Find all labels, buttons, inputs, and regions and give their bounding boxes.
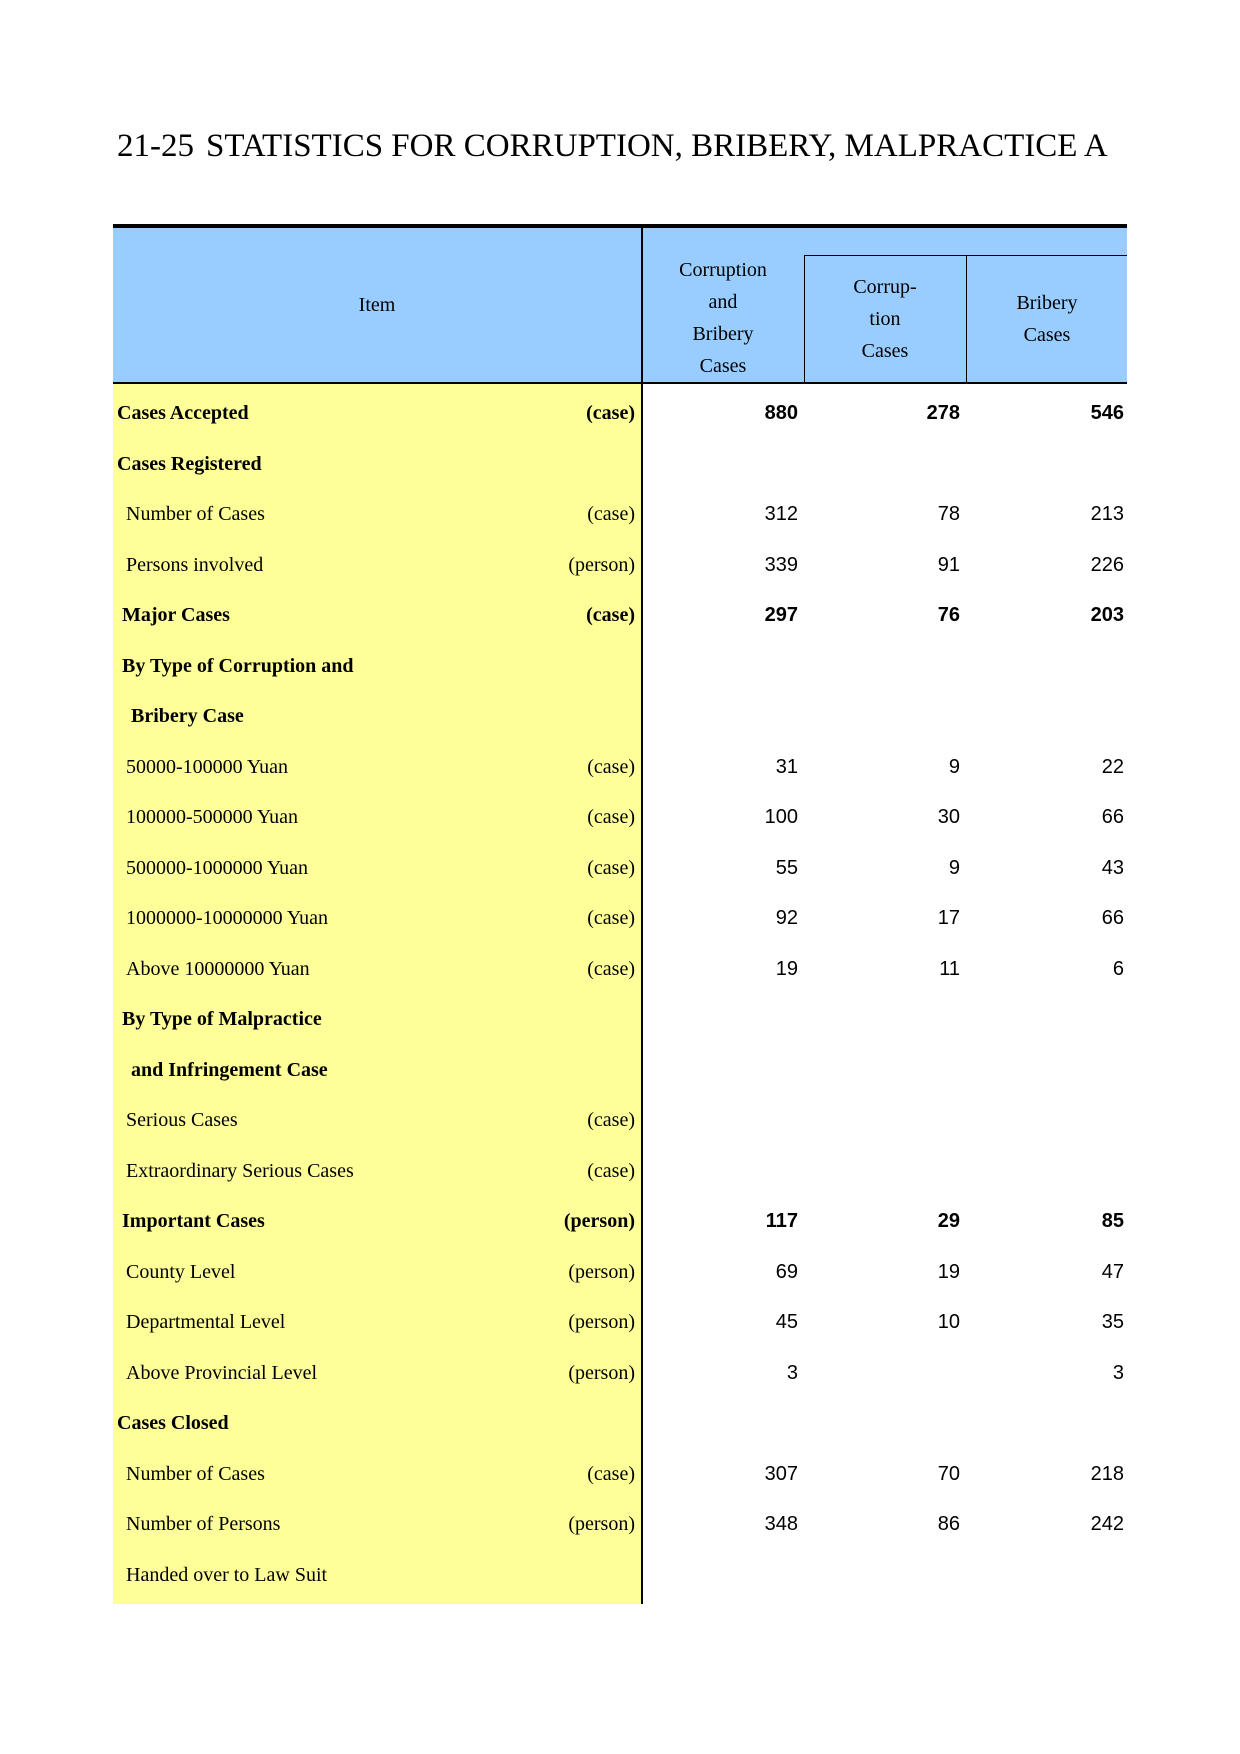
corruption-and-bribery-value: [643, 1146, 798, 1197]
table-row: [113, 1398, 1127, 1449]
bribery-value: [967, 439, 1124, 490]
corruption-value: [805, 1045, 960, 1096]
header-corruption-cases: [805, 258, 965, 380]
corruption-value: 9: [948, 856, 960, 879]
row-label: Important Cases: [122, 1210, 265, 1232]
bribery-value: 6: [1112, 957, 1124, 980]
corruption-and-bribery-value: [643, 1045, 798, 1096]
bribery-value: 242: [1090, 1513, 1124, 1535]
bribery-value: [967, 1550, 1124, 1601]
corruption-and-bribery-value: [643, 439, 798, 490]
row-label: Cases Closed: [117, 1412, 229, 1434]
row-label: Persons involved: [126, 553, 264, 576]
table-row: [113, 1247, 1127, 1298]
row-label: Number of Cases: [126, 1462, 265, 1485]
row-label: Major Cases: [122, 604, 230, 626]
header-col2-line: tion: [869, 308, 901, 330]
corruption-and-bribery-value: 297: [764, 604, 798, 626]
table-row: [113, 893, 1127, 944]
row-unit: (person): [568, 553, 635, 576]
row-label: County Level: [126, 1260, 236, 1283]
row-unit: (case): [586, 402, 635, 424]
corruption-and-bribery-value: 339: [764, 553, 798, 576]
bribery-value: 66: [1101, 907, 1124, 929]
corruption-and-bribery-value: 45: [775, 1311, 798, 1333]
header-divider: [804, 255, 805, 382]
table-row: [113, 994, 1127, 1045]
bribery-value: 22: [1101, 755, 1124, 778]
table-row: [113, 944, 1127, 995]
bribery-value: [967, 691, 1124, 742]
bribery-value: [967, 641, 1124, 692]
header-col3-line: Cases: [1023, 324, 1071, 346]
corruption-value: 76: [937, 604, 960, 626]
bribery-value: 3: [1112, 1361, 1124, 1384]
corruption-and-bribery-value: 3: [786, 1361, 798, 1384]
corruption-value: 9: [948, 755, 960, 778]
row-label: 50000-100000 Yuan: [126, 755, 289, 778]
row-label: Number of Cases: [126, 503, 265, 525]
row-unit: (person): [568, 1260, 635, 1283]
row-label: Cases Accepted: [117, 402, 249, 424]
corruption-value: 19: [937, 1260, 960, 1283]
row-unit: (case): [587, 1109, 635, 1131]
header-col3-line: Bribery: [1016, 292, 1078, 314]
bribery-value: [967, 1398, 1124, 1449]
bribery-value: 218: [1090, 1462, 1124, 1485]
corruption-and-bribery-value: [643, 691, 798, 742]
header-item: [113, 228, 641, 382]
row-unit: (case): [586, 604, 635, 626]
corruption-value: 10: [937, 1311, 960, 1333]
table-row: [113, 388, 1127, 439]
corruption-value: [805, 691, 960, 742]
corruption-value: [805, 1550, 960, 1601]
corruption-and-bribery-value: [643, 1550, 798, 1601]
row-unit: (person): [568, 1361, 635, 1384]
bribery-value: [967, 1146, 1124, 1197]
corruption-and-bribery-value: [643, 641, 798, 692]
table-row: [113, 1045, 1127, 1096]
row-unit: (person): [563, 1210, 635, 1232]
corruption-value: 78: [937, 503, 960, 525]
table-title-text: STATISTICS FOR CORRUPTION, BRIBERY, MALPRACTICE A: [206, 128, 1108, 164]
row-label: 1000000-10000000 Yuan: [126, 907, 329, 929]
corruption-and-bribery-value: [643, 1398, 798, 1449]
table-row: [113, 1297, 1127, 1348]
corruption-value: 17: [937, 907, 960, 929]
bribery-value: 226: [1090, 553, 1124, 576]
corruption-and-bribery-value: 55: [775, 856, 798, 879]
header-col1-line: Corruption: [679, 259, 767, 281]
corruption-and-bribery-value: 69: [775, 1260, 798, 1283]
row-label: Departmental Level: [126, 1311, 286, 1333]
row-unit: (person): [568, 1311, 635, 1333]
corruption-value: 91: [937, 553, 960, 576]
row-label: By Type of Corruption and: [122, 654, 354, 677]
row-label: Serious Cases: [126, 1109, 238, 1131]
header-col2-line: Corrup-: [853, 276, 917, 298]
row-label: Cases Registered: [117, 452, 262, 475]
table-row: [113, 1196, 1127, 1247]
table-row: [113, 1095, 1127, 1146]
row-unit: (case): [587, 856, 635, 879]
page-title: [117, 128, 1127, 165]
bribery-value: 35: [1101, 1311, 1124, 1333]
bribery-value: 66: [1101, 806, 1124, 828]
corruption-and-bribery-value: 312: [764, 503, 798, 525]
row-unit: (case): [587, 806, 635, 828]
table-row: [113, 1449, 1127, 1500]
row-label: Handed over to Law Suit: [126, 1563, 328, 1586]
corruption-value: [805, 1095, 960, 1146]
table-body: [113, 388, 1127, 1600]
corruption-value: 30: [937, 806, 960, 828]
row-label: Bribery Case: [131, 705, 244, 727]
corruption-and-bribery-value: 880: [764, 402, 798, 424]
header-col1-line: and: [708, 291, 738, 313]
bribery-value: 546: [1090, 402, 1124, 424]
corruption-and-bribery-value: 307: [764, 1462, 798, 1485]
corruption-value: [805, 1398, 960, 1449]
row-label: 500000-1000000 Yuan: [126, 856, 309, 879]
row-unit: (person): [568, 1513, 635, 1535]
row-unit: (case): [587, 1462, 635, 1485]
corruption-and-bribery-value: 117: [765, 1210, 798, 1232]
table-row: [113, 489, 1127, 540]
row-unit: (case): [587, 755, 635, 778]
bribery-value: [967, 1045, 1124, 1096]
row-label: Extraordinary Serious Cases: [126, 1159, 354, 1182]
table-row: [113, 792, 1127, 843]
corruption-and-bribery-value: 100: [764, 806, 798, 828]
header-col2-line: Cases: [861, 340, 909, 362]
header-corruption-and-bribery-cases: [643, 254, 803, 382]
bribery-value: 203: [1090, 604, 1124, 626]
header-bribery-cases: [967, 258, 1127, 380]
row-label: By Type of Malpractice: [122, 1008, 322, 1030]
corruption-value: [805, 641, 960, 692]
row-unit: (case): [587, 957, 635, 980]
table-row: [113, 540, 1127, 591]
table-number: 21-25: [117, 128, 194, 164]
corruption-and-bribery-value: 19: [775, 957, 798, 980]
bribery-value: [967, 1095, 1124, 1146]
bribery-value: [967, 994, 1124, 1045]
corruption-value: [805, 439, 960, 490]
corruption-value: [805, 1348, 960, 1399]
table-row: [113, 590, 1127, 641]
bribery-value: 85: [1101, 1210, 1124, 1232]
bribery-value: 47: [1101, 1260, 1124, 1283]
row-label: Above Provincial Level: [126, 1361, 318, 1384]
corruption-value: 86: [937, 1513, 960, 1535]
row-unit: (case): [587, 1159, 635, 1182]
header-col1-line: Bribery: [692, 323, 754, 345]
table-row: [113, 742, 1127, 793]
corruption-and-bribery-value: [643, 994, 798, 1045]
header-item-label: Item: [358, 294, 396, 316]
row-unit: (case): [587, 503, 635, 525]
table-row: [113, 641, 1127, 692]
bribery-value: 213: [1090, 503, 1124, 525]
corruption-value: [805, 1146, 960, 1197]
header-col1-line: Cases: [699, 355, 747, 377]
table-row: [113, 1550, 1127, 1601]
corruption-value: 29: [937, 1210, 960, 1232]
corruption-value: 70: [937, 1462, 960, 1485]
table-row: [113, 1499, 1127, 1550]
table-row: [113, 439, 1127, 490]
corruption-and-bribery-value: [643, 1095, 798, 1146]
statistics-table: [113, 224, 1127, 1604]
corruption-value: [805, 994, 960, 1045]
bribery-value: 43: [1101, 856, 1124, 879]
row-label: Above 10000000 Yuan: [126, 957, 310, 980]
row-label: Number of Persons: [126, 1513, 281, 1535]
corruption-value: 278: [926, 402, 960, 424]
table-row: [113, 691, 1127, 742]
header-divider: [966, 255, 967, 382]
corruption-and-bribery-value: 31: [775, 755, 798, 778]
row-unit: (case): [587, 907, 635, 929]
row-label: 100000-500000 Yuan: [126, 806, 299, 828]
table-row: [113, 1348, 1127, 1399]
table-row: [113, 1146, 1127, 1197]
corruption-and-bribery-value: 348: [764, 1513, 798, 1535]
row-label: and Infringement Case: [131, 1058, 328, 1081]
corruption-value: 11: [939, 957, 960, 980]
corruption-and-bribery-value: 92: [775, 907, 798, 929]
table-header: [113, 228, 1127, 384]
table-row: [113, 843, 1127, 894]
